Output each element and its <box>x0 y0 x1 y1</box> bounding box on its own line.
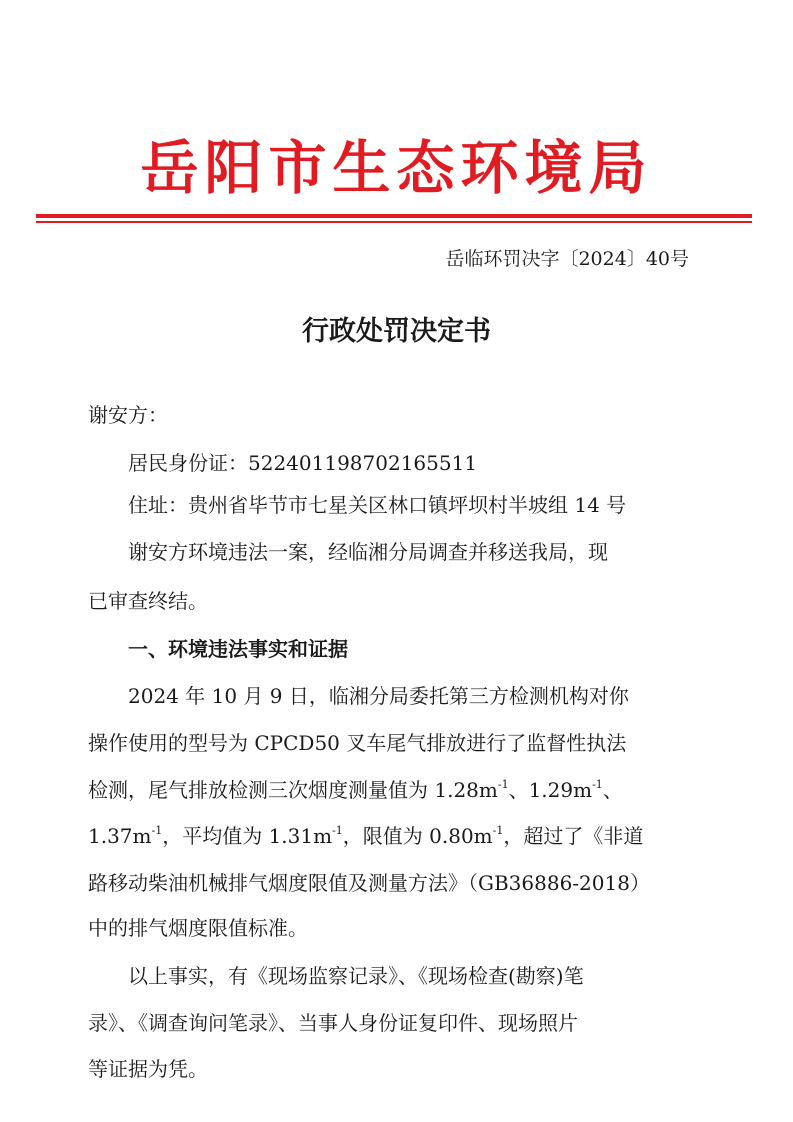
evidence-line-2: 录》、《调查询问笔录》、当事人身份证复印件、现场照片 <box>88 1011 578 1035</box>
evidence-line-3: 等证据为凭。 <box>88 1057 208 1081</box>
facts-line-4-text-b: ，平均值为 1.31m <box>162 824 333 848</box>
unit-exponent: -1 <box>497 778 509 791</box>
facts-line-2: 操作使用的型号为 CPCD50 叉车尾气排放进行了监督性执法 <box>88 731 627 755</box>
unit-exponent: -1 <box>592 778 603 791</box>
section-heading-facts: 一、环境违法事实和证据 <box>128 637 348 661</box>
agency-name: 岳阳市生态环境局 <box>140 134 653 202</box>
address-line: 住址：贵州省毕节市七星关区林口镇坪坝村半坡组 14 号 <box>128 493 627 517</box>
facts-line-3-text-c: 、 <box>602 778 623 802</box>
unit-exponent: -1 <box>492 824 504 837</box>
header-rule-thick <box>36 214 752 218</box>
facts-line-4-text-a: 1.37m <box>88 824 152 848</box>
intro-line-2: 已审查终结。 <box>88 589 208 613</box>
facts-line-3-text-a: 检测，尾气排放检测三次烟度测量值为 1.28m <box>88 778 498 802</box>
id-number-line: 居民身份证：522401198702165511 <box>128 451 478 475</box>
addressee: 谢安方： <box>88 403 168 427</box>
facts-line-4-text-c: ，限值为 0.80m <box>342 824 493 848</box>
document-number: 岳临环罚决字〔2024〕40号 <box>445 248 689 270</box>
facts-line-4 <box>88 821 643 851</box>
facts-line-3 <box>88 775 623 805</box>
header-rule-thin <box>36 221 752 223</box>
document-title: 行政处罚决定书 <box>302 316 491 347</box>
unit-exponent: -1 <box>151 824 163 837</box>
facts-line-5: 路移动柴油机械排气烟度限值及测量方法》（GB36886-2018） <box>88 871 650 895</box>
unit-exponent: -1 <box>332 824 343 837</box>
facts-line-1: 2024 年 10 月 9 日，临湘分局委托第三方检测机构对你 <box>128 684 629 708</box>
facts-line-6: 中的排气烟度限值标准。 <box>88 916 308 940</box>
facts-line-3-text-b: 、1.29m <box>508 778 593 802</box>
evidence-line-1: 以上事实，有《现场监察记录》、《现场检查(勘察)笔 <box>128 964 584 988</box>
facts-line-4-text-d: ，超过了《非道 <box>503 824 644 848</box>
intro-line-1: 谢安方环境违法一案，经临湘分局调查并移送我局，现 <box>128 540 608 564</box>
